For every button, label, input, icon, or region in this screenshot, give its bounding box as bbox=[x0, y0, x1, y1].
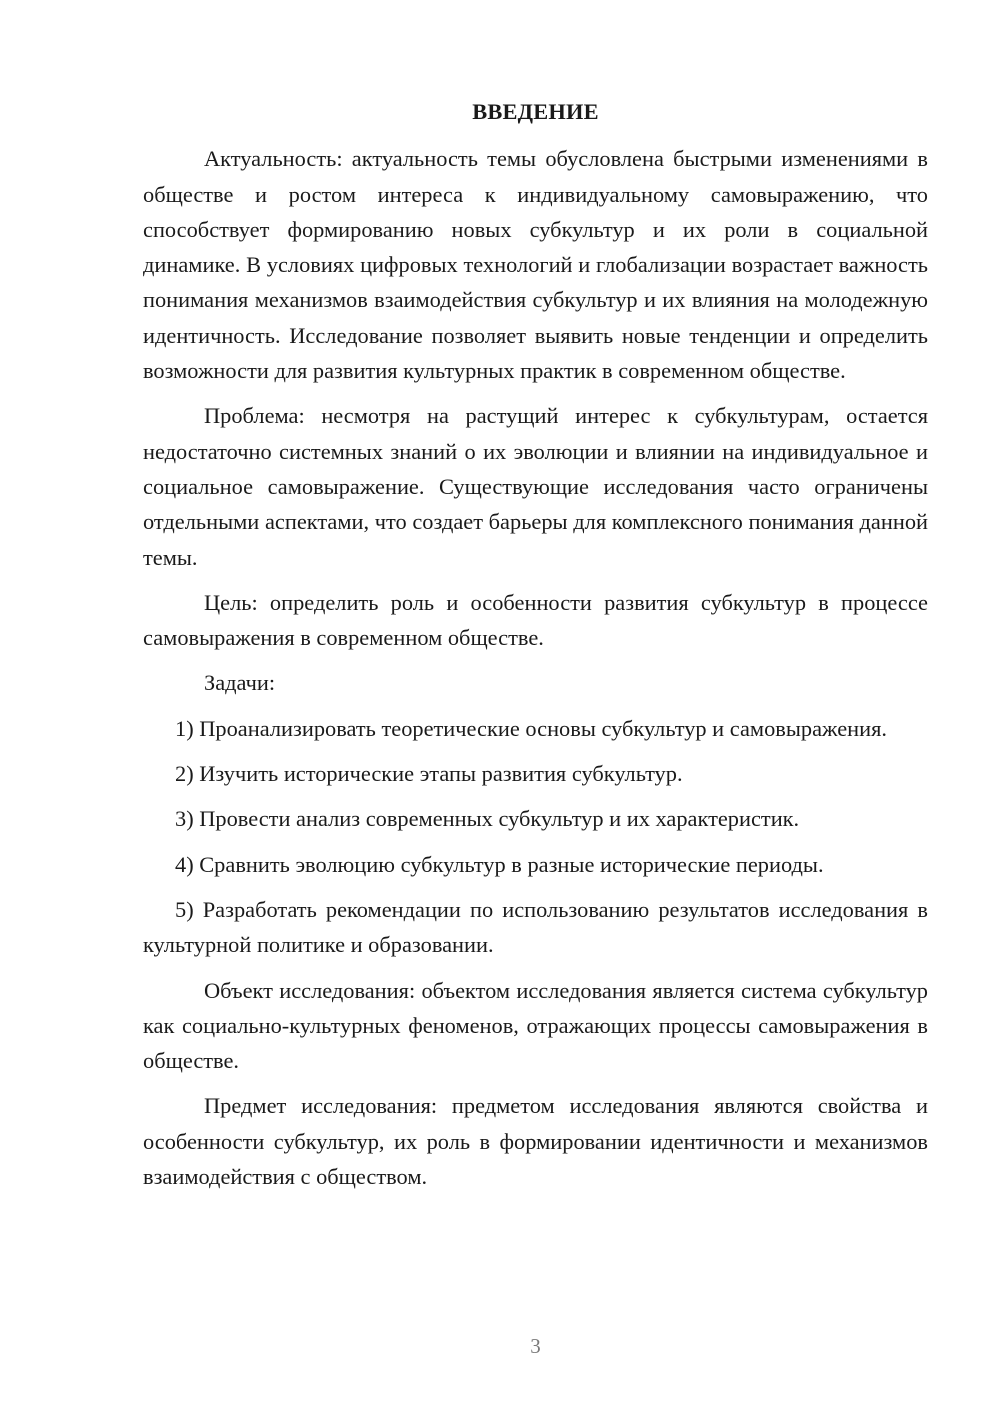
page-title: ВВЕДЕНИЕ bbox=[472, 99, 599, 124]
paragraph-relevance: Актуальность: актуальность темы обусловлена быстрыми изменениями в обществе и ростом интереса к индивидуальному самовыражению, что способствует формированию новых субкультур и их роли в социальной динамике. В условиях цифровых технологий и глобализации возрастает важность понимания механизмов взаимодействия субкультур и их влияния на молодежную идентичность. Исследование позволяет выявить новые тенденции и определить возможности для развития культурных практик в современном обществе. bbox=[143, 146, 928, 384]
task-item-4: 4) Сравнить эволюцию субкультур в разные исторические периоды. bbox=[175, 851, 824, 877]
page-content bbox=[143, 94, 928, 1204]
task-item-3: 3) Провести анализ современных субкультур и их характеристик. bbox=[175, 806, 800, 832]
paragraph-problem: Проблема: несмотря на растущий интерес к субкультурам, остается недостаточно системных знаний о их эволюции и влиянии на индивидуальное и социальное самовыражение. Существующие исследования часто ограничены отдельными аспектами, что создает барьеры для комплексного понимания данной темы. bbox=[143, 403, 928, 570]
task-item-2: 2) Изучить исторические этапы развития субкультур. bbox=[175, 761, 683, 787]
tasks-heading: Задачи: bbox=[204, 670, 276, 696]
task-item-5: 5) Разработать рекомендации по использованию результатов исследования в культурной политике и образовании. bbox=[143, 896, 928, 958]
paragraph-object: Объект исследования: объектом исследования является система субкультур как социально-культурных феноменов, отражающих процессы самовыражения в обществе. bbox=[143, 977, 928, 1074]
task-item-1: 1) Проанализировать теоретические основы субкультур и самовыражения. bbox=[175, 715, 887, 741]
page-number: 3 bbox=[530, 1334, 541, 1358]
paragraph-goal: Цель: определить роль и особенности развития субкультур в процессе самовыражения в современном обществе. bbox=[143, 589, 928, 651]
paragraph-subject: Предмет исследования: предметом исследования являются свойства и особенности субкультур, их роль в формировании идентичности и механизмов взаимодействия с обществом. bbox=[143, 1093, 928, 1190]
